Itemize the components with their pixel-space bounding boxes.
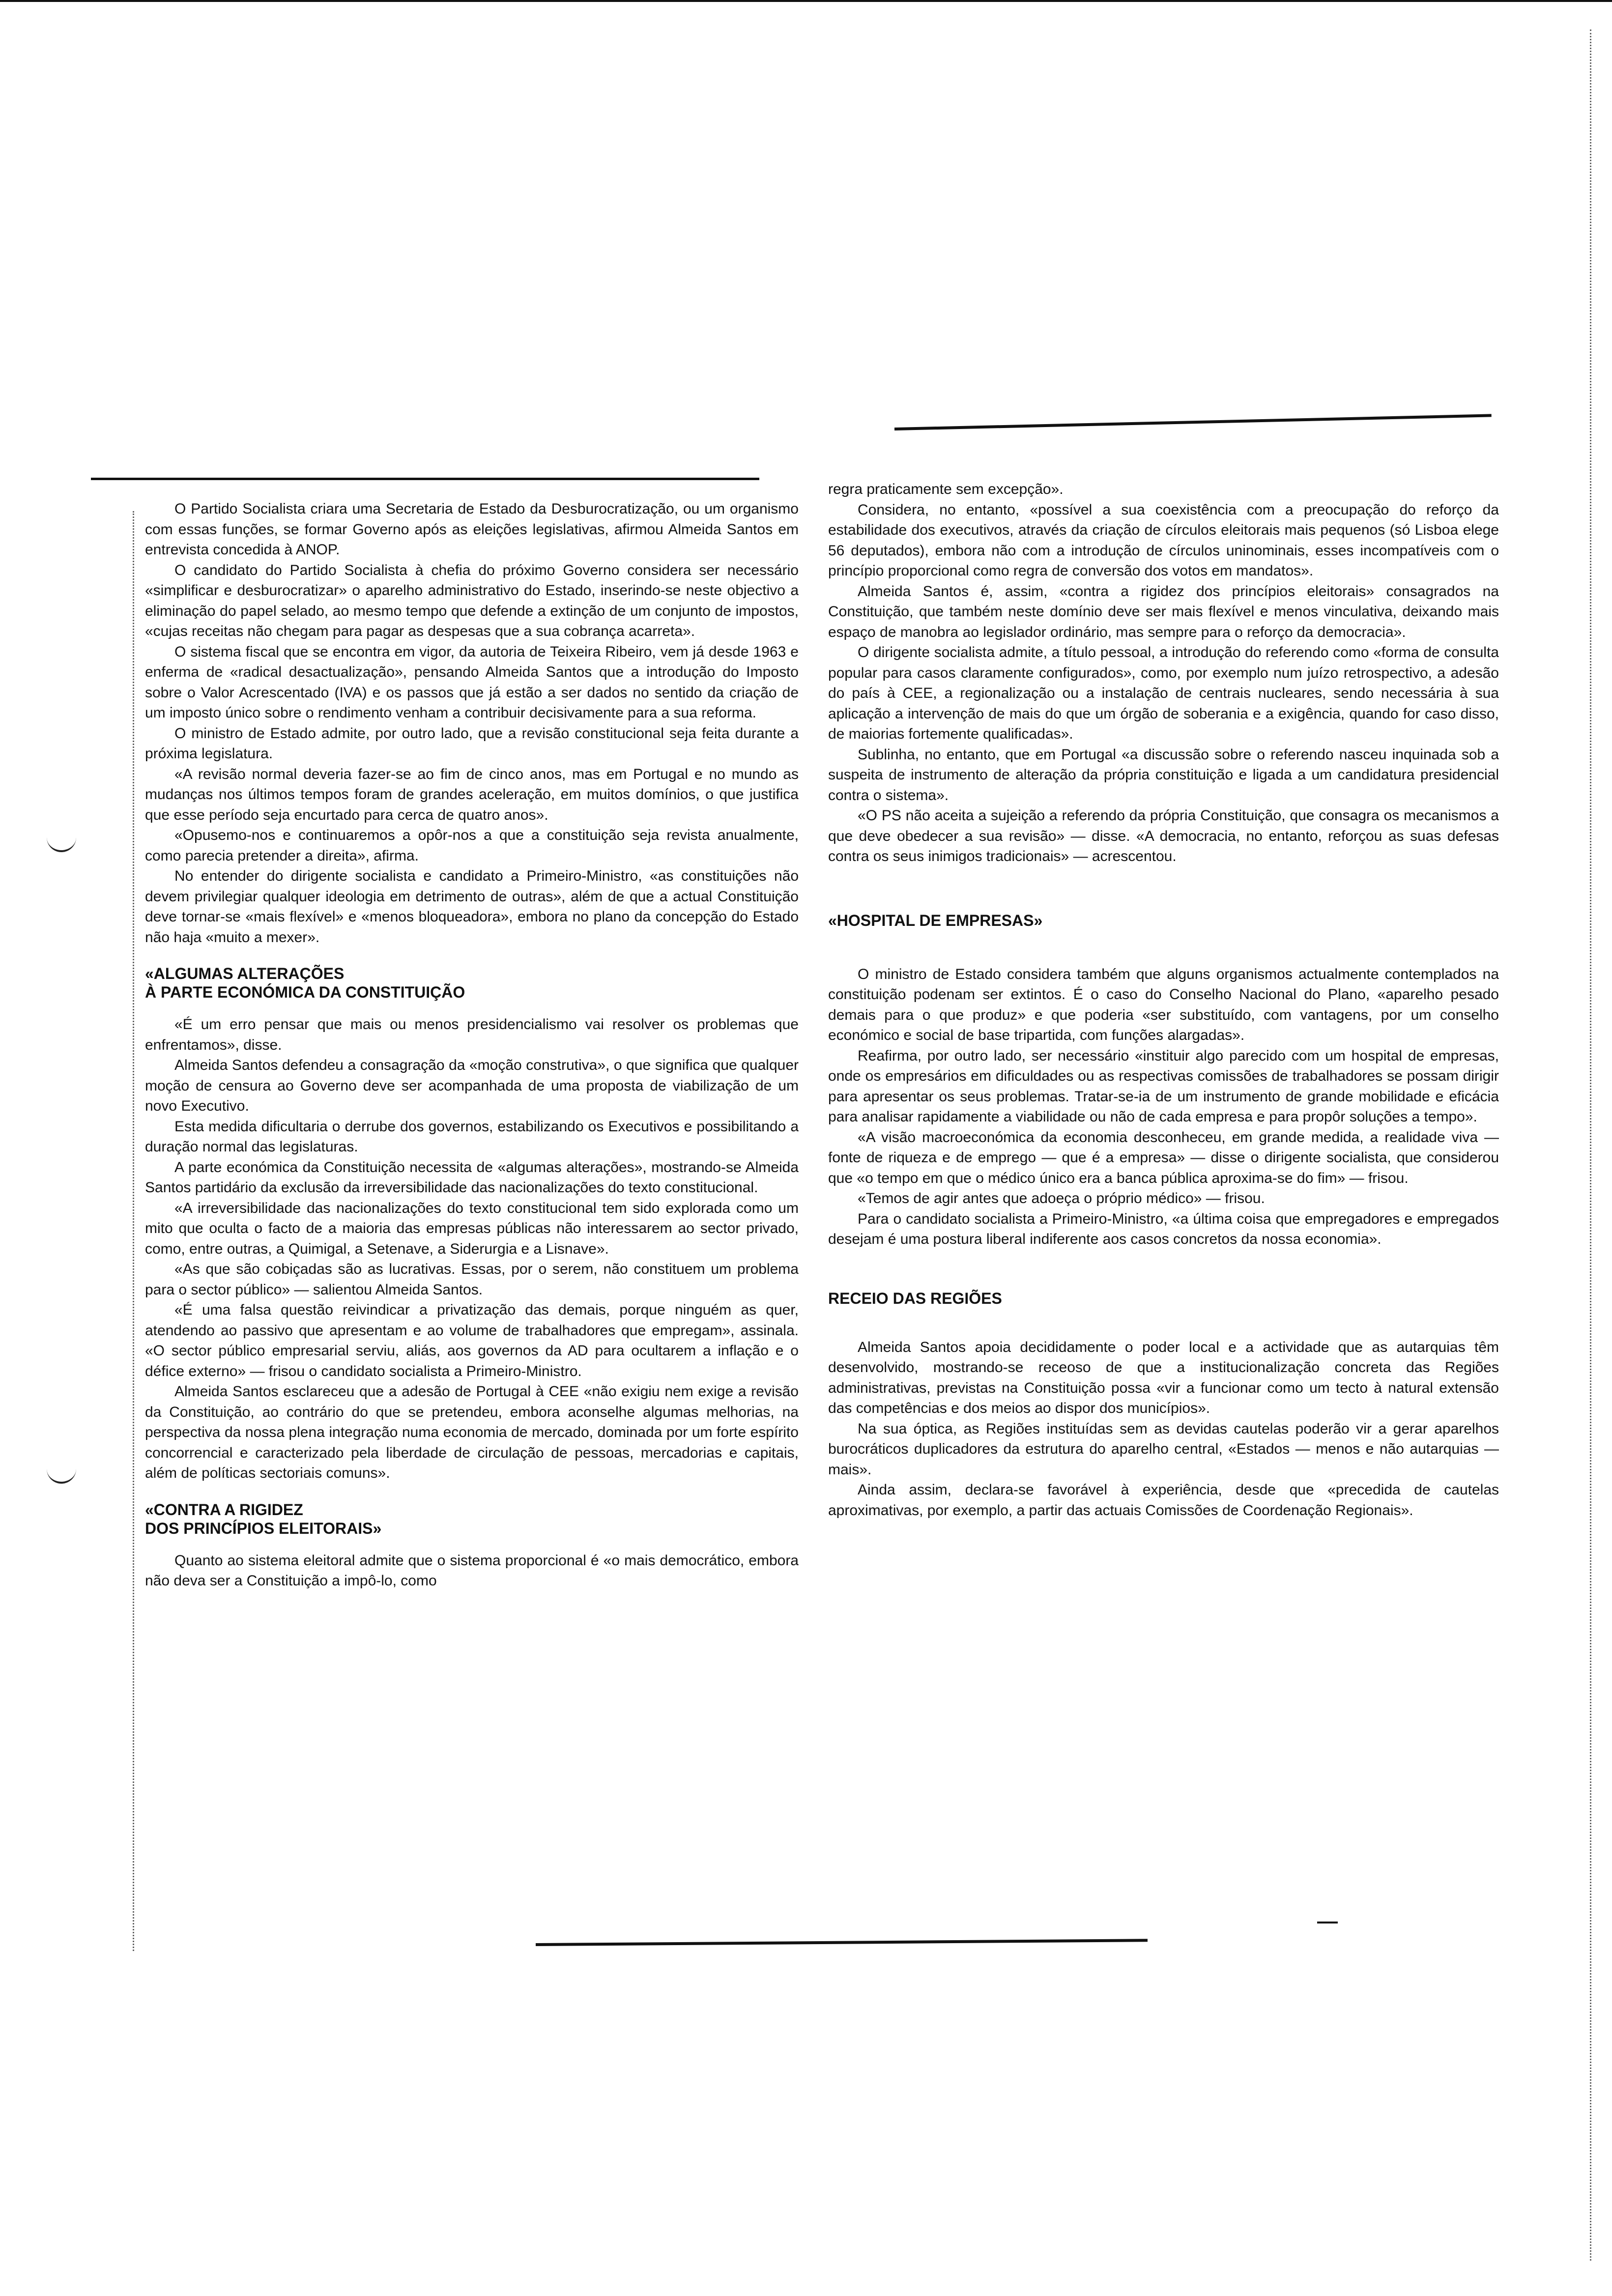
right-edge-dots <box>1590 29 1591 2261</box>
right-paragraph: «O PS não aceita a sujeição a referendo da própria Constituição, que consagra os mecanismos a que deve obedecer a sua revisão» — disse. «A democracia, no entanto, reforçou as suas defesas contra os seus inimigos tradicionais» — acrescentou. <box>828 807 1499 864</box>
heading-line: À PARTE ECONÓMICA DA CONSTITUIÇÃO <box>145 983 465 1001</box>
left-paragraph: Almeida Santos esclareceu que a adesão de Portugal à CEE «não exigiu nem exige a revisão da Constituição, ao contrário do que se pretendeu, embora aconselhe algumas melhorias, na perspectiva da nossa plena integração numa economia de mercado, dominada por um forte espírito concorrencial e caracterizado pela liberdade de circulação de pessoas, mercadorias e capitais, além de políticas sectoriais comuns». <box>145 1383 799 1481</box>
left-paragraph: No entender do dirigente socialista e candidato a Primeiro-Ministro, «as constituições não devem privilegiar qualquer ideologia em detrimento de outras», além de que a actual Constituição deve tornar-se «mais flexível» e «menos bloqueadora», embora no plano da concepção do Estado não haja «muito a mexer». <box>145 868 799 946</box>
heading-line: DOS PRINCÍPIOS ELEITORAIS» <box>145 1519 382 1537</box>
left-header-rule <box>91 478 759 480</box>
heading-line: «HOSPITAL DE EMPRESAS» <box>828 911 1043 929</box>
section-heading-hospital <box>828 911 1499 930</box>
right-paragraph: Almeida Santos é, assim, «contra a rigidez dos princípios eleitorais» consagrados na Constituição, que também neste domínio deve ser mais flexível e menos vinculativa, deixando mais espaço de manobra ao legislador ordinário, mas sempre para o reforço da democracia». <box>828 583 1499 640</box>
right-paragraph: Sublinha, no entanto, que em Portugal «a discussão sobre o referendo nasceu inquinada sob a suspeita de instrumento de alteração da própria constituição e ligada a um candidatura presidencial contra o sistema». <box>828 746 1499 804</box>
end-dash <box>1317 1922 1338 1923</box>
left-paragraph: «Opusemo-nos e continuaremos a opôr-nos a que a constituição seja revista anualmente, como parecia pretender a direita», afirma. <box>145 827 799 864</box>
right-article-column <box>828 479 1499 1521</box>
left-paragraph: A parte económica da Constituição necessita de «algumas alterações», mostrando-se Almeida Santos partidário da exclusão da irreversibilidade das nacionalizações do texto constitucional. <box>145 1159 799 1196</box>
right-paragraph: «Temos de agir antes que adoeça o próprio médico» — frisou. <box>858 1190 1265 1206</box>
right-paragraph: Na sua óptica, as Regiões instituídas sem as devidas cautelas poderão vir a gerar aparelhos burocráticos duplicadores da estrutura do aparelho central, «Estados — menos e não autarquias — mais». <box>828 1420 1499 1478</box>
right-header-rule <box>894 414 1492 430</box>
left-paragraph: Esta medida dificultaria o derrube dos governos, estabilizando os Executivos e possibilitando a duração normal das legislaturas. <box>145 1118 799 1155</box>
left-paragraph: «É um erro pensar que mais ou menos presidencialismo vai resolver os problemas que enfrentamos», disse. <box>145 1016 799 1053</box>
right-paragraph: O dirigente socialista admite, a título pessoal, a introdução do referendo como «forma de consulta popular para casos claramente configurados», como, por exemplo num juízo retrospectivo, a adesão do país à CEE, a regionalização ou a instalação de centrais nucleares, sendo necessária à sua aplicação a intervenção de mais do que um órgão de soberania e a exigência, quando for caso disso, de maiorias fortemente qualificadas». <box>828 644 1499 742</box>
left-paragraph: «A revisão normal deveria fazer-se ao fim de cinco anos, mas em Portugal e no mundo as mudanças nos últimos tempos foram de grandes aceleração, em muitos domínios, o que justifica que esse período seja encurtado para cerca de quatro anos». <box>145 766 799 823</box>
right-paragraph: Ainda assim, declara-se favorável à experiência, desde que «precedida de cautelas aproximativas, por exemplo, a partir das actuais Comissões de Coordenação Regionais». <box>828 1482 1499 1519</box>
left-paragraph: Quanto ao sistema eleitoral admite que o sistema proporcional é «o mais democrático, embora não deva ser a Constituição a impô-lo, como <box>145 1552 799 1589</box>
section-heading-electoral-principles <box>145 1500 799 1538</box>
left-margin-dots <box>133 511 134 1951</box>
binder-hole-mark-top <box>47 835 76 852</box>
bottom-footer-rule <box>536 1939 1148 1946</box>
left-paragraph: «As que são cobiçadas são as lucrativas. Essas, por o serem, não constituem um problema para o sector público» — salientou Almeida Santos. <box>145 1261 799 1298</box>
section-heading-economic-constitution <box>145 964 799 1002</box>
top-border-line <box>0 0 1612 2</box>
left-paragraph: O ministro de Estado admite, por outro lado, que a revisão constitucional seja feita durante a próxima legislatura. <box>145 725 799 762</box>
left-paragraph: «A irreversibilidade das nacionalizações do texto constitucional tem sido explorada como um mito que oculta o facto de a maioria das empresas públicas não interessarem ao sector privado, como, entre outras, a Quimigal, a Setenave, a Siderurgia e a Lisnave». <box>145 1200 799 1257</box>
right-paragraph: Considera, no entanto, «possível a sua coexistência com a preocupação do reforço da estabilidade dos executivos, através da criação de círculos eleitorais mais pequenos (só Lisboa elege 56 deputados), embora não com a introdução de círculos uninominais, esses incompatíveis com o princípio proporcional como regra de conversão dos votos em mandatos». <box>828 501 1499 579</box>
section-heading-regions <box>828 1289 1499 1308</box>
heading-line: «ALGUMAS ALTERAÇÕES <box>145 965 345 982</box>
right-paragraph: Para o candidato socialista a Primeiro-Ministro, «a última coisa que empregadores e empregados desejam é uma postura liberal indiferente aos casos concretos da nossa economia». <box>828 1210 1499 1247</box>
right-paragraph: O ministro de Estado considera também que alguns organismos actualmente contemplados na constituição podenam ser extintos. É o caso do Conselho Nacional do Plano, «aparelho pesado demais para o que produz» e que poderia «ser substituído, com vantagens, por um conselho económico e social de base tripartida, com funções alargadas». <box>828 966 1499 1043</box>
left-article-column <box>145 499 799 1591</box>
left-paragraph: O candidato do Partido Socialista à chefia do próximo Governo considera ser necessário «simplificar e desburocratizar» o aparelho administrativo do Estado, inserindo-se neste objectivo a eliminação do papel selado, ao mesmo tempo que defende a extinção de um conjunto de impostos, «cujas receitas não chegam para pagar as despesas que a sua cobrança acarreta». <box>145 562 799 639</box>
left-paragraph: O Partido Socialista criara uma Secretaria de Estado da Desburocratização, ou um organismo com essas funções, se formar Governo após as eleições legislativas, afirmou Almeida Santos em entrevista concedida à ANOP. <box>145 501 799 558</box>
right-paragraph: Reafirma, por outro lado, ser necessário «instituir algo parecido com um hospital de empresas, onde os empresários em dificuldades ou as respectivas comissões de trabalhadores se possam dirigir para apresentar os seus problemas. Tratar-se-ia de um instrumento de grande mobilidade e eficácia para analisar rapidamente a viabilidade ou não de cada empresa e para propôr soluções a tempo». <box>828 1047 1499 1125</box>
heading-line: «CONTRA A RIGIDEZ <box>145 1500 303 1519</box>
left-paragraph: Almeida Santos defendeu a consagração da «moção construtiva», o que significa que qualquer moção de censura ao Governo deve ser acompanhada de uma proposta de viabilização de um novo Executivo. <box>145 1057 799 1114</box>
binder-hole-mark-bottom <box>47 1467 76 1484</box>
right-paragraph: regra praticamente sem excepção». <box>828 481 1064 497</box>
heading-line: RECEIO DAS REGIÕES <box>828 1289 1002 1307</box>
left-paragraph: «É uma falsa questão reivindicar a privatização das demais, porque ninguém as quer, atendendo ao passivo que apresentam e ao volume de trabalhadores que empregam», assinala. «O sector público empresarial serviu, aliás, aos governos da AD para ocultarem a inflação e o défice externo» — frisou o candidato socialista a Primeiro-Ministro. <box>145 1302 799 1379</box>
right-paragraph: Almeida Santos apoia decididamente o poder local e a actividade que as autarquias têm desenvolvido, mostrando-se receoso de que a institucionalização concreta das Regiões administrativas, previstas na Constituição possa «vir a funcionar como um tecto à natural extensão das competências e dos meios ao dispor dos municípios». <box>828 1339 1499 1416</box>
left-paragraph: O sistema fiscal que se encontra em vigor, da autoria de Teixeira Ribeiro, vem já desde 1963 e enferma de «radical desactualização», pensando Almeida Santos que a introdução do Imposto sobre o Valor Acrescentado (IVA) e os passos que já estão a ser dados no sentido da criação de um imposto único sobre o rendimento venham a contribuir decisivamente para a sua reforma. <box>145 643 799 721</box>
right-paragraph: «A visão macroeconómica da economia desconheceu, em grande medida, a realidade viva — fonte de riqueza e de emprego — que é a empresa» — disse o dirigente socialista, que considerou que «o tempo em que o médico único era a banca pública aproxima-se do fim» — frisou. <box>828 1129 1499 1186</box>
